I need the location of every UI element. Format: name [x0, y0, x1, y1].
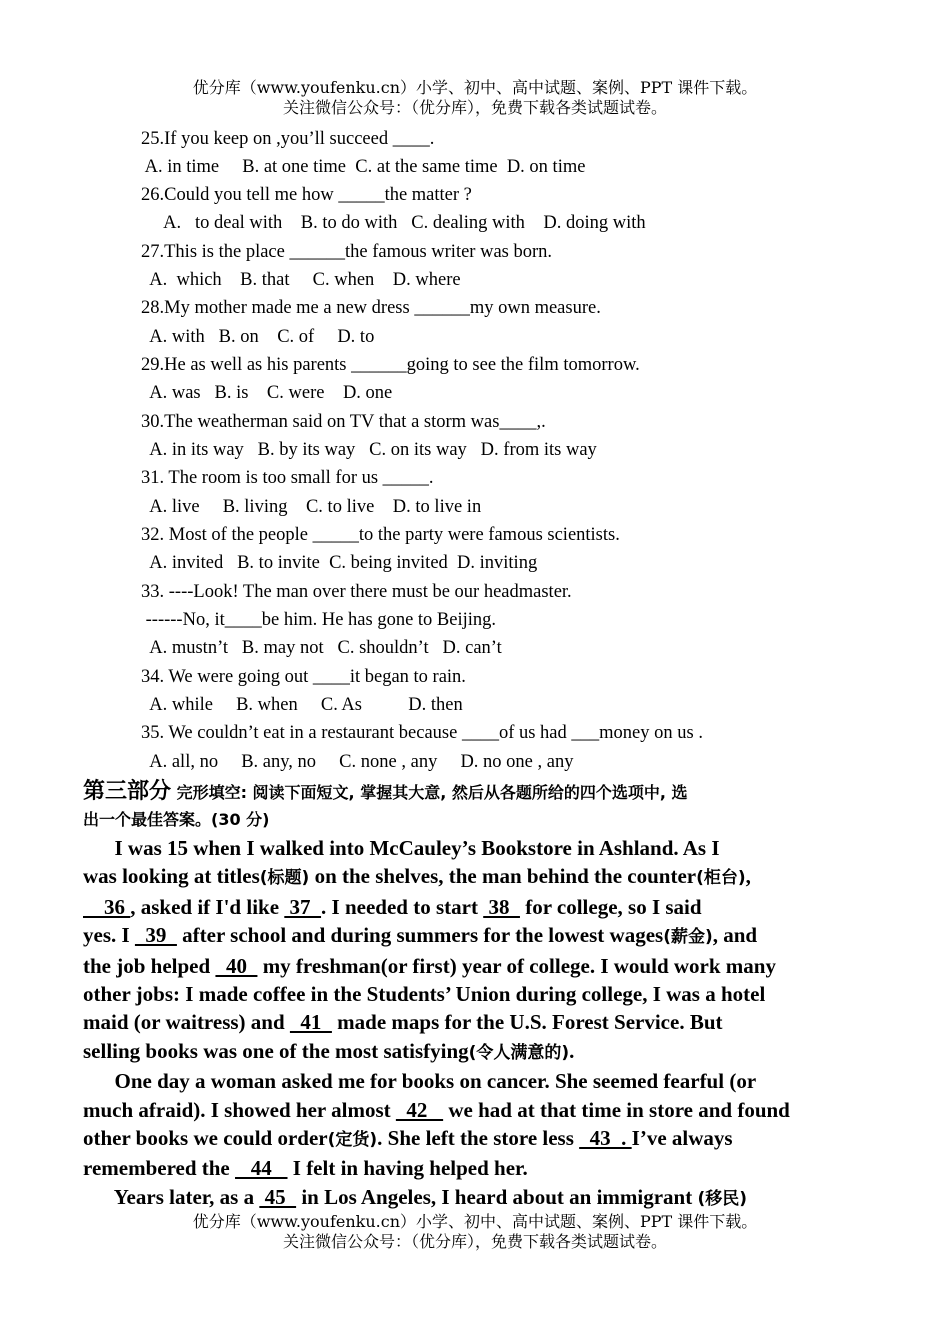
- question-26-stem: 26.Could you tell me how _____the matter ?: [141, 185, 472, 205]
- passage-line: Years later, as a 45 in Los Angeles, I heard about an immigrant (移民): [83, 1184, 748, 1209]
- cloze-passage: [83, 834, 883, 1213]
- section-3-heading: [83, 778, 883, 833]
- passage-line: 36 , asked if I'd like 37 . I needed to start 38 for college, so I said: [83, 894, 702, 919]
- question-25-stem: 25.If you keep on ,you’ll succeed ____.: [141, 129, 435, 149]
- question-31-options: A. live B. living C. to live D. to live in: [141, 497, 482, 517]
- section-3-instructions-2: 出一个最佳答案。(30 分): [83, 810, 270, 829]
- blank-41: 41: [289, 1010, 332, 1035]
- header-line-2: 关注微信公众号：（优分库），免费下载各类试题试卷。: [282, 98, 667, 117]
- question-34-stem: 34. We were going out ____it began to rain.: [141, 667, 466, 687]
- passage-line: One day a woman asked me for books on cancer. She seemed fearful (or: [83, 1069, 757, 1094]
- question-28-options: A. with B. on C. of D. to: [141, 327, 375, 347]
- question-25-options: A. in time B. at one time C. at the same time D. on time: [141, 157, 586, 177]
- blank-37: 37: [284, 894, 322, 919]
- blank-42: 42: [395, 1097, 444, 1122]
- passage-line: other books we could order(定货). She left the store less 43 . I’ve always: [83, 1126, 733, 1151]
- question-35-options: A. all, no B. any, no C. none , any D. no one , any: [141, 752, 574, 772]
- blank-44: 44: [235, 1156, 288, 1181]
- section-3-title: 第三部分: [83, 779, 172, 804]
- header-line-1: 优分库（www.youfenku.cn）小学、初中、高中试题、案例、PPT 课件下载。: [192, 78, 758, 97]
- question-28-stem: 28.My mother made me a new dress ______my own measure.: [141, 298, 601, 318]
- blank-38: 38: [483, 894, 520, 919]
- blank-39: 39: [134, 923, 177, 948]
- question-32-options: A. invited B. to invite C. being invited D. inviting: [141, 553, 538, 573]
- question-32-stem: 32. Most of the people _____to the party were famous scientists.: [141, 525, 620, 545]
- question-31-stem: 31. The room is too small for us _____.: [141, 468, 434, 488]
- question-34-options: A. while B. when C. As D. then: [141, 695, 463, 715]
- footer-line-2: 关注微信公众号：（优分库），免费下载各类试题试卷。: [282, 1232, 667, 1251]
- question-30-stem: 30.The weatherman said on TV that a storm was____,.: [141, 412, 546, 432]
- passage-line: much afraid). I showed her almost 42 we had at that time in store and found: [83, 1097, 790, 1122]
- section-3-instructions: 完形填空: 阅读下面短文, 掌握其大意, 然后从各题所给的四个选项中, 选: [171, 783, 688, 802]
- passage-line: the job helped 40 my freshman(or first) year of college. I would work many: [83, 953, 776, 978]
- question-30-options: A. in its way B. by its way C. on its way D. from its way: [141, 440, 597, 460]
- question-27-options: A. which B. that C. when D. where: [141, 270, 461, 290]
- question-27-stem: 27.This is the place ______the famous writer was born.: [141, 242, 553, 262]
- question-29-stem: 29.He as well as his parents ______going to see the film tomorrow.: [141, 355, 640, 375]
- blank-45: 45: [259, 1184, 297, 1209]
- question-33-stem-2: ------No, it____be him. He has gone to Beijing.: [141, 610, 497, 630]
- blank-40: 40: [215, 953, 258, 978]
- blank-36: 36: [83, 894, 131, 919]
- passage-line: maid (or waitress) and 41 made maps for the U.S. Forest Service. But: [83, 1010, 723, 1035]
- question-29-options: A. was B. is C. were D. one: [141, 383, 393, 403]
- footer-line-1: 优分库（www.youfenku.cn）小学、初中、高中试题、案例、PPT 课件下载。: [192, 1212, 758, 1231]
- question-26-options: A. to deal with B. to do with C. dealing with D. doing with: [141, 213, 646, 233]
- question-35-stem: 35. We couldn’t eat in a restaurant because ____of us had ___money on us .: [141, 723, 703, 743]
- question-33-stem: 33. ----Look! The man over there must be our headmaster.: [141, 582, 572, 602]
- passage-line: was looking at titles(标题) on the shelves, the man behind the counter(柜台),: [83, 864, 751, 889]
- passage-line: yes. I 39 after school and during summers for the lowest wages(薪金), and: [83, 923, 758, 948]
- passage-line: remembered the 44 I felt in having helped her.: [83, 1156, 528, 1181]
- passage-line: selling books was one of the most satisfying(令人满意的).: [83, 1038, 575, 1063]
- passage-line: other jobs: I made coffee in the Students’ Union during college, I was a hotel: [83, 982, 766, 1007]
- blank-43: 43 .: [579, 1126, 632, 1151]
- passage-line: I was 15 when I walked into McCauley’s Bookstore in Ashland. As I: [83, 836, 720, 860]
- question-33-options: A. mustn’t B. may not C. shouldn’t D. can’t: [141, 638, 502, 658]
